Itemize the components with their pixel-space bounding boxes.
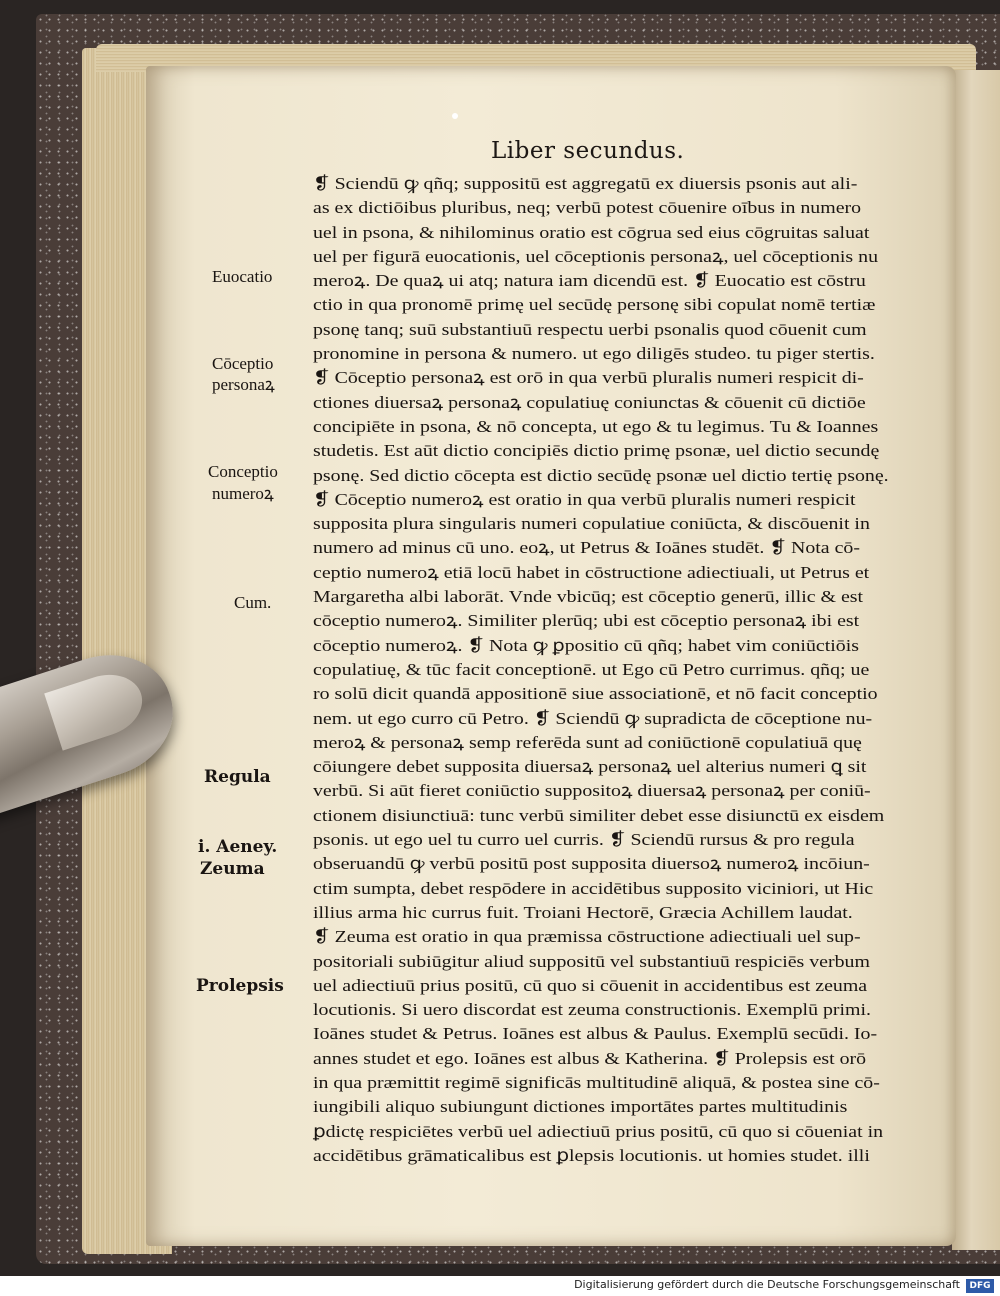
text-line: cōiungere debet supposita diuersaꝝ personaꝝ uel alterius numeri ꝗ sit xyxy=(313,757,867,777)
text-line: ctio in qua pronomē primę uel secūdę personę sibi copulat nomē tertiæ xyxy=(313,295,876,315)
footer-credit: Digitalisierung gefördert durch die Deutsche Forschungsgemeinschaft xyxy=(574,1278,960,1291)
body-text xyxy=(313,172,903,1168)
text-line: studetis. Est aūt dictio concipiēs dictio primę psonæ, uel dictio secundę xyxy=(313,441,880,461)
text-line: copulatiuę, & tūc facit conceptionē. ut Ego cū Petro currimus. qñq; ue xyxy=(313,659,870,679)
marginal-note-zeuma: Zeuma xyxy=(200,859,265,879)
text-line: as ex dictiōibus pluribus, neq; verbū potest cōuenire oībus in numero xyxy=(313,198,862,218)
text-line: uel in psona, & nihilominus oratio est cōgrua sed eius cōgruitas saluat xyxy=(313,222,870,242)
text-line: accidētibus grāmaticalibus est ꝑlepsis locutionis. ut homies studet. illi xyxy=(313,1145,870,1165)
text-line: positoriali subiūgitur aliud suppositū vel substantiuū respiciēs verbum xyxy=(313,951,870,971)
thumb-nail xyxy=(44,665,150,750)
text-line: verbū. Si aūt fieret coniūctio suppositoꝝ diuersaꝝ personaꝝ per coniū- xyxy=(313,781,871,801)
marginal-note-aeneid: i. Aeney. xyxy=(198,837,278,857)
dfg-logo-icon: DFG xyxy=(966,1279,994,1293)
text-line: uel adiectiuū prius positū, cū quo si cōuenit in accidentibus est zeuma xyxy=(313,975,868,995)
text-line: ro solū dicit quandā appositionē siue associationē, et nō facit conceptio xyxy=(313,684,878,704)
text-line: Ioānes studet & Petrus. Ioānes est albus & Paulus. Exemplū secūdi. Io- xyxy=(313,1024,878,1044)
text-line: annes studet et ego. Ioānes est albus & Katherina. ❡ Prolepsis est orō xyxy=(313,1048,867,1068)
text-line: ❡ Cōceptio numeroꝝ est oratio in qua verbū pluralis numeri respicit xyxy=(313,489,856,509)
running-head: Liber secundus. xyxy=(491,138,685,164)
text-line: psonę. Sed dictio cōcepta est dictio secūdę psonæ uel dictio tertię psonę. xyxy=(313,465,889,485)
text-line: in qua præmittit regimē significās multitudinē aliquā, & postea sine cō- xyxy=(313,1072,880,1092)
text-line: ❡ Cōceptio personaꝝ est orō in qua verbū pluralis numeri respicit di- xyxy=(313,368,864,388)
text-line: iungibili aliquo subiungunt dictiones importātes partes multitudinis xyxy=(313,1097,848,1117)
text-line: numero ad minus cū uno. eoꝝ, ut Petrus & Ioānes studēt. ❡ Nota cō- xyxy=(313,538,860,558)
text-line: uel per figurā euocationis, uel cōceptionis personaꝝ, uel cōceptionis nu xyxy=(313,246,879,266)
text-line: psonę tanq; suū substantiuū respectu uerbi psonalis quod cōuenit cum xyxy=(313,319,867,339)
page-speck xyxy=(452,113,458,119)
text-line: psonis. ut ego uel tu curro uel curris. ❡ Sciendū rursus & pro regula xyxy=(313,830,855,850)
text-line: cōceptio numeroꝝ. Similiter plerūq; ubi est cōceptio personaꝝ ibi est xyxy=(313,611,860,631)
marginal-note-conceptio-numerorum-2: numeroꝝ xyxy=(212,484,274,503)
text-line: locutionis. Si uero discordat est zeuma constructionis. Exemplū primi. xyxy=(313,1000,872,1020)
marginal-note-euocatio: Euocatio xyxy=(212,267,273,286)
text-line: ctim sumpta, debet respōdere in accidētibus supposito viciniori, ut Hic xyxy=(313,878,874,898)
text-line: obseruandū ꝙ verbū positū post supposita diuersoꝝ numeroꝝ incōiun- xyxy=(313,854,870,874)
text-line: meroꝝ & personaꝝ semp referēda sunt ad coniūctionē copulatiuā quę xyxy=(313,732,862,752)
text-line: cōceptio numeroꝝ. ❡ Nota ꝙ ꝑpositio cū qñq; habet vim coniūctiōis xyxy=(313,635,859,655)
text-line: concipiēte in psona, & nō concepta, ut ego & tu legimus. Tu & Ioannes xyxy=(313,416,879,436)
text-line: ❡ Zeuma est oratio in qua præmissa cōstructione adiectiuali uel sup- xyxy=(313,927,861,947)
text-line: pronomine in persona & numero. ut ego diligēs studeo. tu piger stertis. xyxy=(313,344,875,364)
text-line: ceptio numeroꝝ etiā locū habet in cōstructione adiectiuali, ut Petrus et xyxy=(313,562,870,582)
marginal-note-regula: Regula xyxy=(204,767,271,787)
marginal-note-cum: Cum. xyxy=(234,593,272,612)
text-line: ꝑdictę respiciētes verbū uel adiectiuū prius positū, cū quo si cōueniat in xyxy=(313,1121,884,1141)
book-page xyxy=(146,66,956,1246)
text-line: nem. ut ego curro cū Petro. ❡ Sciendū ꝙ supradicta de cōceptione nu- xyxy=(313,708,873,728)
text-line: meroꝝ. De quaꝝ ui atq; natura iam dicendū est. ❡ Euocatio est cōstru xyxy=(313,271,866,291)
text-line: ctionem disiunctiuā: tunc verbū similiter debet esse disiunctū ex eisdem xyxy=(313,805,885,825)
marginal-note-conceptio-numerorum-1: Conceptio xyxy=(208,462,278,481)
text-line: ❡ Sciendū ꝙ qñq; suppositū est aggregatū ex diuersis psonis aut ali- xyxy=(313,174,858,193)
text-line: Margaretha albi laborāt. Vnde vbicūq; est cōceptio generū, illic & est xyxy=(313,587,864,607)
text-line: supposita plura singularis numeri copulatiue coniūcta, & discōuenit in xyxy=(313,514,870,534)
text-line: ctiones diuersaꝝ personaꝝ copulatiuę coniunctas & cōuenit cū dictiōe xyxy=(313,392,866,412)
text-line: illius arma hic currus fuit. Troiani Hectorē, Græcia Achillem laudat. xyxy=(313,902,853,922)
marginal-note-conceptio-personarum-2: personaꝝ xyxy=(212,375,275,394)
footer-bar xyxy=(0,1276,1000,1296)
marginal-note-prolepsis: Prolepsis xyxy=(196,976,284,996)
marginal-note-conceptio-personarum-1: Cōceptio xyxy=(212,354,274,373)
